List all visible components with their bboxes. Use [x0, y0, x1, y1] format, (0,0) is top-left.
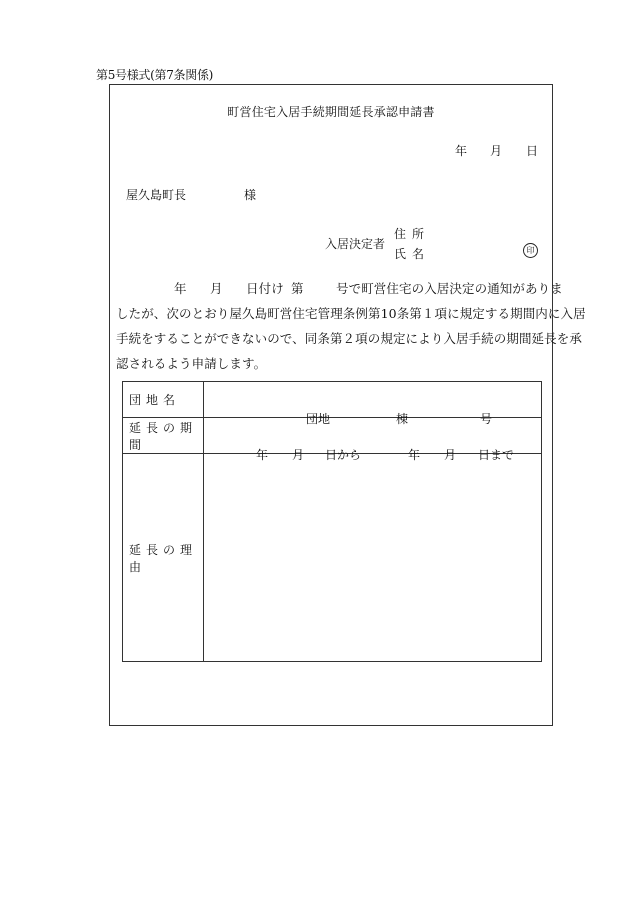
date-year-label: 年 — [455, 144, 468, 158]
extension-reason-header: 延長の理由 — [123, 454, 204, 662]
body-line-3: 手続をすることができないので、同条第２項の規定により入居手続の期間延長を承 — [116, 331, 582, 346]
honorific: 様 — [244, 188, 257, 202]
complex-label: 団地 — [306, 411, 331, 426]
body-line-4: 認されるよう申請します。 — [116, 356, 267, 371]
table-row — [123, 454, 542, 662]
start-day-label: 日から — [325, 447, 362, 462]
body-line-1-rest: 号で町営住宅の入居決定の通知がありま — [336, 281, 563, 296]
detail-table — [122, 381, 542, 662]
body-month-label: 月 — [210, 281, 223, 296]
address-label: 住所 — [394, 227, 431, 241]
housing-complex-header: 団地名 — [123, 382, 204, 418]
start-month-label: 月 — [292, 447, 305, 462]
table-row — [123, 382, 542, 418]
name-label: 氏名 — [394, 247, 431, 261]
end-year-label: 年 — [408, 447, 421, 462]
building-label: 棟 — [396, 411, 409, 426]
form-title: 町営住宅入居手続期間延長承認申請書 — [227, 105, 435, 119]
body-year-label: 年 — [174, 281, 187, 296]
housing-complex-cell[interactable] — [204, 382, 542, 426]
end-month-label: 月 — [444, 447, 457, 462]
body-line-2: したが、次のとおり屋久島町営住宅管理条例第10条第１項に規定する期間内に入居 — [116, 306, 586, 321]
body-day-dated-label: 日付け — [246, 281, 284, 296]
extension-period-header: 延長の期間 — [123, 418, 204, 454]
date-month-label: 月 — [490, 144, 503, 158]
extension-reason-cell[interactable] — [204, 454, 542, 662]
recipient: 屋久島町長 — [126, 188, 187, 202]
form-number-label: 第5号様式(第7条関係) — [96, 68, 214, 82]
seal-mark: 印 — [523, 243, 538, 258]
body-dai-label: 第 — [291, 281, 304, 296]
start-year-label: 年 — [256, 447, 269, 462]
end-day-label: 日まで — [478, 447, 515, 462]
applicant-role: 入居決定者 — [325, 237, 386, 251]
table-row — [123, 418, 542, 454]
date-day-label: 日 — [526, 144, 539, 158]
application-form — [109, 84, 586, 726]
unit-number-label: 号 — [480, 411, 493, 426]
